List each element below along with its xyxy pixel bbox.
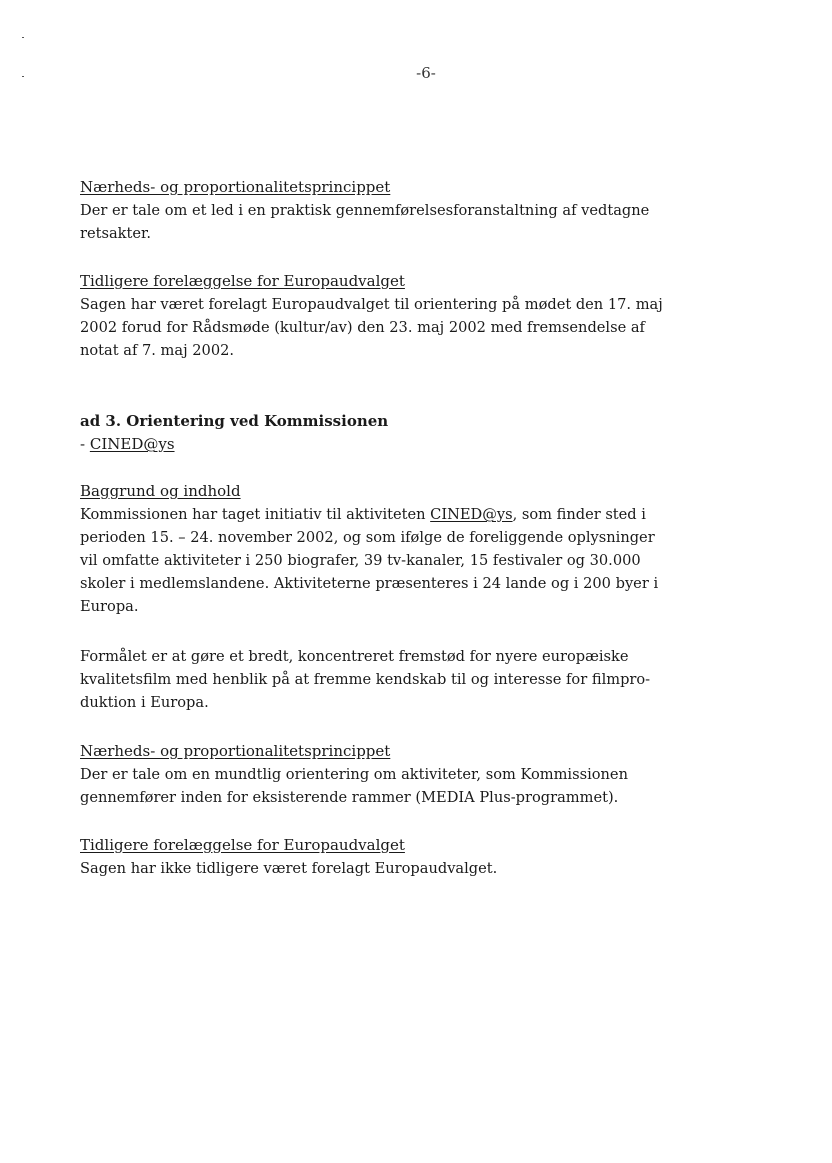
paragraph-line: vil omfatte aktiviteter i 250 biografer, 39 tv-kanaler, 15 festivaler og 30.000 <box>80 552 641 569</box>
section-heading: Nærheds- og proportionalitetsprincippet <box>80 178 391 196</box>
item-title: ad 3. Orientering ved Kommissionen <box>80 412 389 430</box>
paragraph-line: Der er tale om et led i en praktisk gennemførelsesforanstaltning af vedtagne <box>80 202 650 219</box>
item-subtitle-prefix: - <box>80 435 90 453</box>
section-heading: Tidligere forelæggelse for Europaudvalget <box>80 272 405 290</box>
section-heading: Tidligere forelæggelse for Europaudvalget <box>80 836 405 854</box>
section-paragraph <box>80 503 659 618</box>
section-heading: Nærheds- og proportionalitetsprincippet <box>80 742 391 760</box>
section-paragraph <box>80 293 663 362</box>
paragraph-line: Sagen har ikke tidligere været forelagt Europaudvalget. <box>80 860 498 877</box>
background-section <box>80 480 659 618</box>
section-heading: Baggrund og indhold <box>80 482 241 500</box>
section-paragraph <box>80 199 650 245</box>
section-paragraph <box>80 645 651 714</box>
cinedays-link: CINED@ys <box>430 506 513 523</box>
paragraph-line: notat af 7. maj 2002. <box>80 342 235 359</box>
paragraph-line: skoler i medlemslandene. Aktiviteterne præsenteres i 24 lande og i 200 byer i <box>80 575 659 592</box>
paragraph-line: kvalitetsfilm med henblik på at fremme kendskab til og interesse for filmpro- <box>80 671 651 688</box>
paragraph-line: Europa. <box>80 598 139 615</box>
purpose-paragraph <box>80 645 651 714</box>
section-paragraph <box>80 763 628 809</box>
paragraph-line: gennemfører inden for eksisterende rammer (MEDIA Plus-programmet). <box>80 789 619 806</box>
paragraph-line: 2002 forud for Rådsmøde (kultur/av) den 23. maj 2002 med fremsendelse af <box>80 319 645 336</box>
paragraph-line: retsakter. <box>80 225 152 242</box>
section-paragraph <box>80 857 600 880</box>
paragraph-line: duktion i Europa. <box>80 694 209 711</box>
paragraph-text: Kommissionen har taget initiativ til aktiviteten <box>80 506 431 523</box>
paragraph-line: Der er tale om en mundtlig orientering om aktiviteter, som Kommissionen <box>80 766 628 783</box>
paragraph-line: Sagen har været forelagt Europaudvalget til orientering på mødet den 17. maj <box>80 296 663 313</box>
paragraph-line: Formålet er at gøre et bredt, koncentreret fremstød for nyere europæiske <box>80 648 629 665</box>
cinedays-link: CINED@ys <box>89 435 175 453</box>
item-subtitle <box>80 433 600 456</box>
paragraph-text: , som finder sted i <box>512 506 646 523</box>
scan-speck <box>22 37 24 38</box>
item-3-header <box>80 410 600 456</box>
previous-presentation-section-2 <box>80 834 600 880</box>
paragraph-line: perioden 15. – 24. november 2002, og som ifølge de foreliggende oplysninger <box>80 529 655 546</box>
previous-presentation-section-1 <box>80 270 663 362</box>
principle-section-1 <box>80 176 650 245</box>
paragraph-line <box>80 503 646 526</box>
principle-section-2 <box>80 740 628 809</box>
page-number: -6- <box>416 64 436 82</box>
